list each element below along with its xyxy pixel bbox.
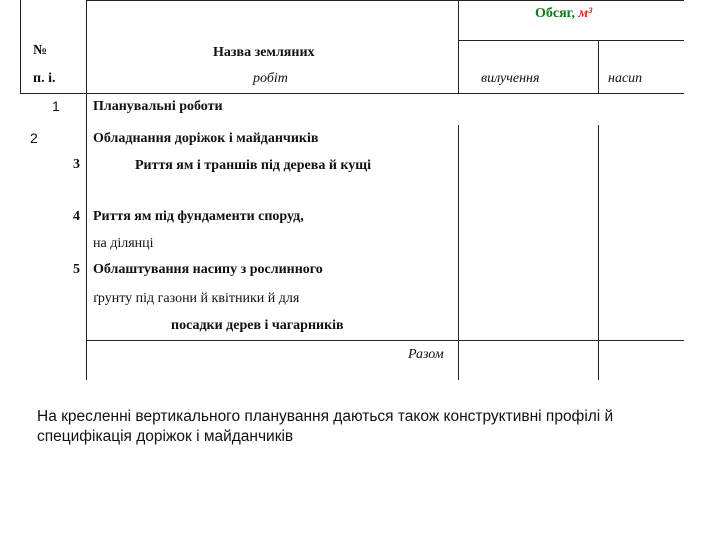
excavation-column-divider-lower [598, 125, 599, 380]
volume-unit: м³ [578, 6, 593, 21]
total-row-top-border [86, 340, 684, 341]
note-paragraph [37, 407, 677, 447]
row-5-name-line2: ґрунту під газони й квітники й для [93, 291, 300, 306]
row-2-number: 2 [30, 130, 38, 146]
name-header-line2: робіт [253, 71, 288, 86]
name-column-divider [458, 0, 459, 93]
name-header-line1: Назва земляних [213, 45, 315, 60]
total-label: Разом [408, 347, 444, 362]
row-5-name-line1: Облаштування насипу з рослинного [93, 262, 323, 277]
row-5-name-line3: посадки дерев і чагарників [171, 318, 344, 333]
row-5-number: 5 [73, 262, 80, 277]
excavation-column-divider [598, 40, 599, 93]
volume-word: Обсяг, [535, 6, 575, 21]
num-column-divider [86, 0, 87, 380]
header-bottom-border [20, 93, 684, 94]
row-1-number: 1 [52, 98, 60, 114]
left-border [20, 0, 21, 93]
volume-header-divider [458, 40, 684, 41]
row-2-name: Обладнання доріжок і майданчиків [93, 131, 319, 146]
row-3-number: 3 [73, 157, 80, 172]
num-subheader: п. і. [33, 71, 56, 86]
row-4-number: 4 [73, 209, 80, 224]
name-column-divider-lower [458, 125, 459, 380]
embankment-header: насип [608, 71, 643, 86]
note-text: На кресленні вертикального планування даються також конструктивні профілі й специфікація доріжок і майданчиків [37, 408, 614, 445]
excavation-header: вилучення [481, 71, 540, 86]
row-3-name: Риття ям і траншів під дерева й кущі [135, 158, 371, 173]
row-4-name-line2: на ділянці [93, 236, 154, 251]
table-top-border [86, 0, 684, 1]
num-symbol: № [33, 43, 48, 58]
row-4-name-line1: Риття ям під фундаменти споруд, [93, 209, 304, 224]
row-1-name: Планувальні роботи [93, 99, 223, 114]
volume-header [535, 6, 592, 22]
